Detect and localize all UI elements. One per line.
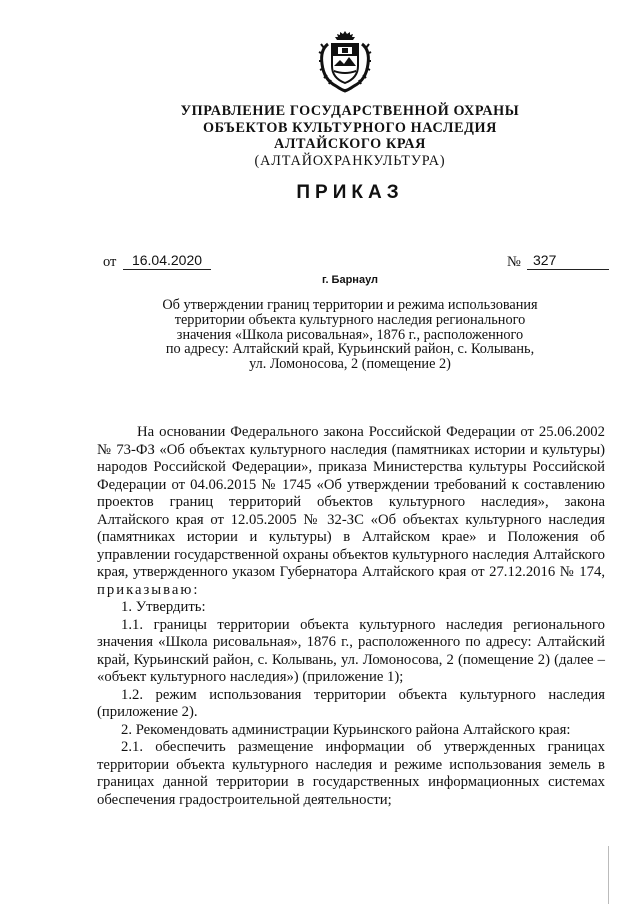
document-number: 327 xyxy=(527,252,609,270)
item-1-2: 1.2. режим использования территории объекта культурного наследия (приложение 2). xyxy=(97,686,605,720)
document-date: 16.04.2020 xyxy=(123,252,211,270)
altai-krai-coat-of-arms-icon xyxy=(316,28,374,94)
subject-line-1: Об утверждении границ территории и режима использования xyxy=(162,297,538,313)
date-label: от xyxy=(103,254,117,270)
item-1-1: 1.1. границы территории объекта культурного наследия регионального значения «Школа рисовальная», 1876 г., расположенного по адресу: Алтайский край, Курьинский район, с. Колывань, ул. Ломоносова, 2 (помещение 2) (далее – «объект культурного наследия») (приложение 1); xyxy=(97,616,605,685)
document-type-title: ПРИКАЗ xyxy=(296,182,404,203)
city-name: г. Барнаул xyxy=(321,274,379,286)
item-2-1: 2.1. обеспечить размещение информации об утвержденных границах территории объекта культурного наследия и режиме использования земель в границах данной территории в государственных информационных системах обеспечения градостроительной деятельности; xyxy=(97,739,605,808)
order-word: приказываю: xyxy=(97,581,200,598)
subject-line-3: значения «Школа рисовальная», 1876 г., расположенного xyxy=(176,326,524,343)
subject-line-5: ул. Ломоносова, 2 (помещение 2) xyxy=(249,356,451,373)
item-1: 1. Утвердить: xyxy=(121,599,206,615)
preamble-text: На основании Федерального закона Российской Федерации от 25.06.2002 № 73-ФЗ «Об объектах культурного наследия (памятниках истории и культуры) народов Российской Федерации», приказа Министерства культуры Российской Федерации от 04.06.2015 № 1745 «Об утверждении требований к составлению проектов границ территорий объектов культурного наследия», закона Алтайского края от 12.05.2005 № 32-ЗС «Об объектах культурного наследия (памятниках истории и культуры) в Алтайском крае» и Положения об управлении государственной охраны объектов культурного наследия Алтайского края, утвержденного указом Губернатора Алтайского края от 27.12.2016 № 174, xyxy=(97,424,605,580)
document-subject xyxy=(130,298,570,372)
item-2: 2. Рекомендовать администрации Курьинского района Алтайского края: xyxy=(121,721,571,738)
organization-header xyxy=(120,103,580,169)
organization-abbreviation: (АЛТАЙОХРАНКУЛЬТУРА) xyxy=(254,152,446,169)
preamble-paragraph xyxy=(97,424,605,599)
scan-edge-line xyxy=(608,846,609,904)
subject-line-4: по адресу: Алтайский край, Курьинский район, с. Колывань, xyxy=(165,341,535,358)
number-label: № xyxy=(507,254,521,270)
organization-name-line-1: УПРАВЛЕНИЕ ГОСУДАРСТВЕННОЙ ОХРАНЫ xyxy=(180,103,520,119)
document-body xyxy=(97,424,605,809)
organization-name-line-2: ОБЪЕКТОВ КУЛЬТУРНОГО НАСЛЕДИЯ xyxy=(202,119,498,136)
organization-name-line-3: АЛТАЙСКОГО КРАЯ xyxy=(274,136,426,152)
subject-line-2: территории объекта культурного наследия регионального xyxy=(174,311,526,328)
